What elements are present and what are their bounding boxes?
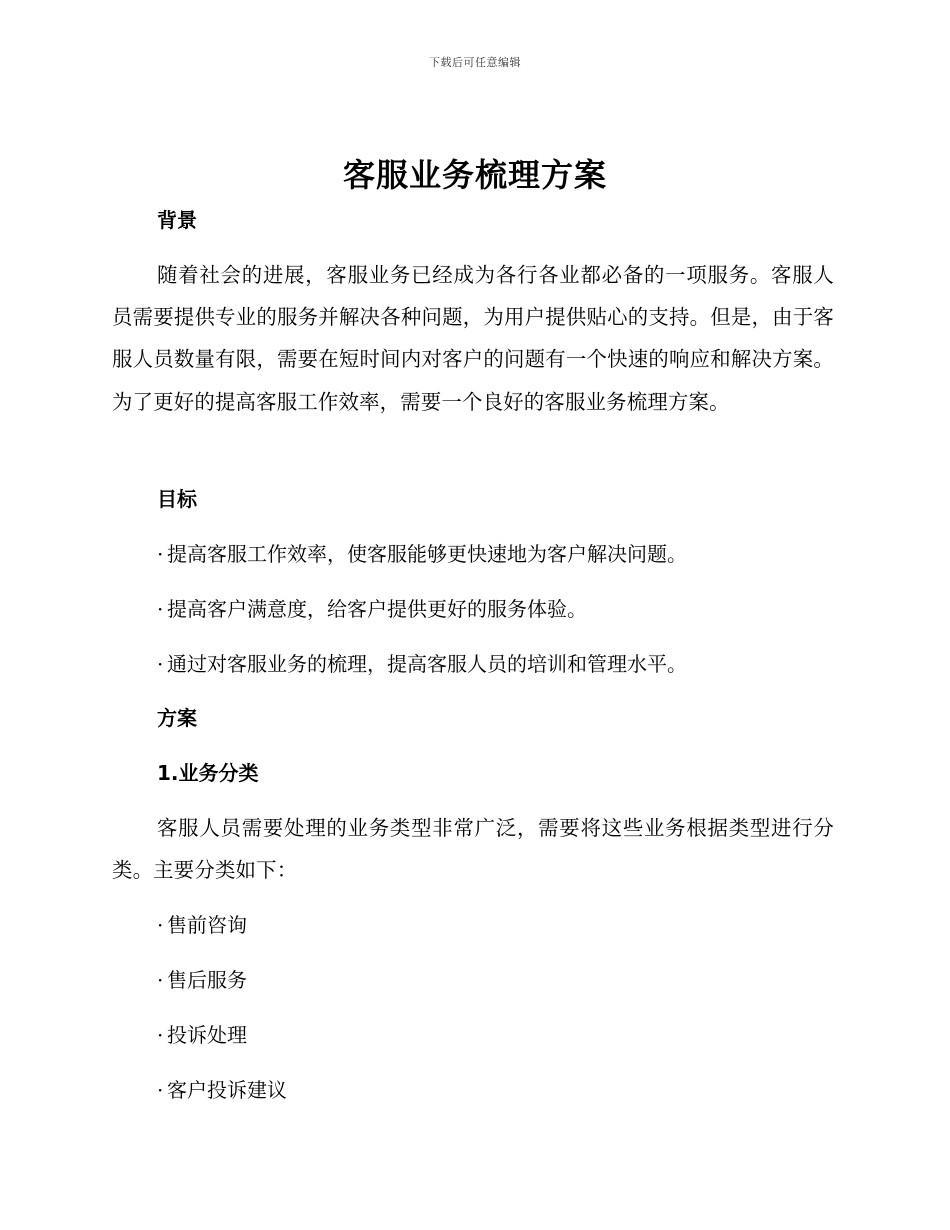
category-item-text: 客户投诉建议 xyxy=(167,1078,287,1102)
category-item-text: 投诉处理 xyxy=(167,1023,247,1047)
subheading-business-classification: 1.业务分类 xyxy=(157,761,259,785)
goal-item xyxy=(157,651,687,677)
bullet-dot: · xyxy=(157,652,164,676)
paragraph-classification: 客服人员需要处理的业务类型非常广泛，需要将这些业务根据类型进行分类。主要分类如下： xyxy=(112,816,834,883)
category-item xyxy=(157,1022,247,1048)
goal-item xyxy=(157,596,587,622)
heading-background: 背景 xyxy=(157,208,197,232)
bullet-dot: · xyxy=(157,542,164,566)
bullet-dot: · xyxy=(157,1023,164,1047)
heading-plan: 方案 xyxy=(157,706,197,730)
goal-item xyxy=(157,541,687,567)
paragraph-background: 随着社会的进展，客服业务已经成为各行各业都必备的一项服务。客服人员需要提供专业的服务并解决各种问题，为用户提供贴心的支持。但是，由于客服人员数量有限，需要在短时间内对客户的问题有一个快速的响应和解决方案。为了更好的提高客服工作效率，需要一个良好的客服业务梳理方案。 xyxy=(112,263,834,414)
category-item xyxy=(157,912,247,938)
header-note: 下载后可任意编辑 xyxy=(429,56,521,69)
category-item xyxy=(157,967,247,993)
bullet-dot: · xyxy=(157,1078,164,1102)
bullet-dot: · xyxy=(157,597,164,621)
goal-item-text: 通过对客服业务的梳理，提高客服人员的培训和管理水平。 xyxy=(167,652,687,676)
goal-item-text: 提高客服工作效率，使客服能够更快速地为客户解决问题。 xyxy=(167,542,687,566)
category-item-text: 售前咨询 xyxy=(167,913,247,937)
bullet-dot: · xyxy=(157,913,164,937)
bullet-dot: · xyxy=(157,968,164,992)
heading-goals: 目标 xyxy=(157,487,197,511)
category-item-text: 售后服务 xyxy=(167,968,247,992)
goal-item-text: 提高客户满意度，给客户提供更好的服务体验。 xyxy=(167,597,587,621)
document-title: 客服业务梳理方案 xyxy=(342,156,607,194)
category-item xyxy=(157,1077,287,1103)
